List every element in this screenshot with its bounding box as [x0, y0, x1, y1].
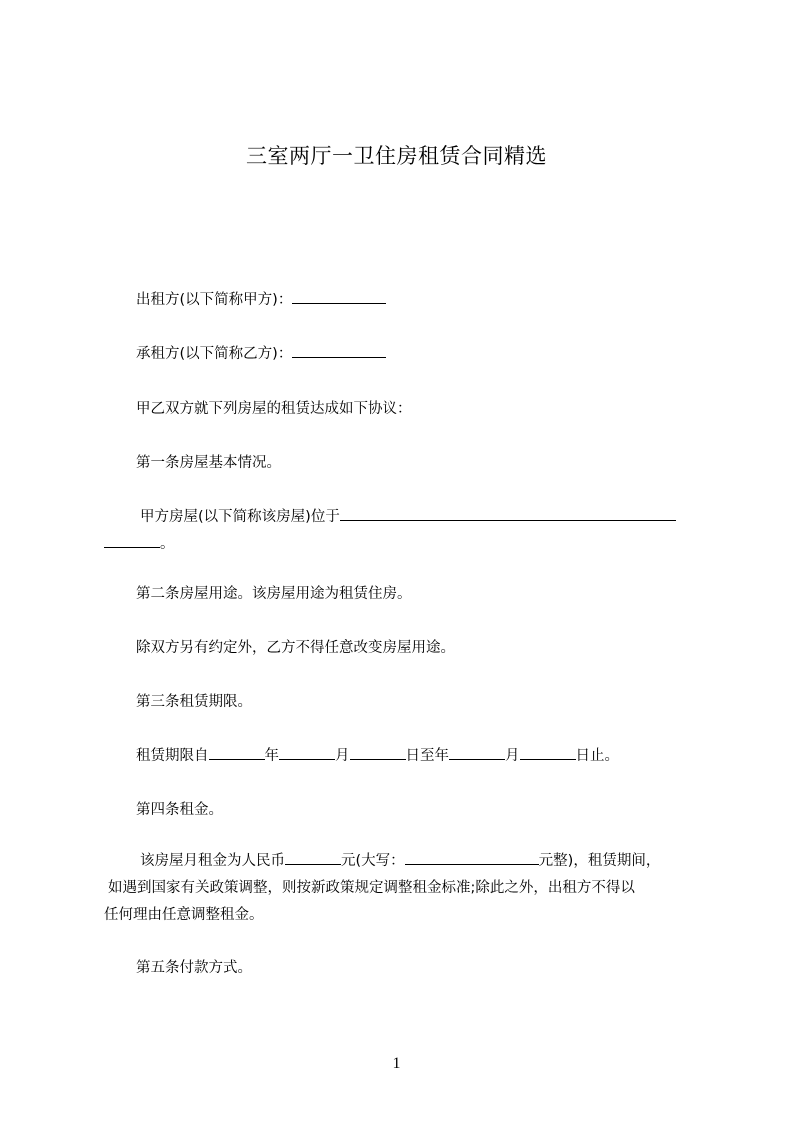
article-5-title: 第五条付款方式。: [136, 960, 252, 976]
end-day-blank: [520, 743, 576, 760]
lessor-label: 出租方(以下简称甲方)：: [136, 292, 293, 308]
rent-uppercase-label: 元(大写：: [341, 853, 405, 869]
start-day-blank: [350, 743, 406, 760]
rent-uppercase-blank: [405, 848, 539, 865]
article-1-text-cont: [104, 530, 175, 558]
article-2-text: 除双方另有约定外，乙方不得任意改变房屋用途。: [136, 640, 455, 656]
year-label: 年: [264, 748, 279, 764]
intro-paragraph: 甲乙双方就下列房屋的租赁达成如下协议：: [136, 401, 412, 417]
article-4-line-3: 任何理由任意调整租金。: [104, 907, 264, 923]
month-label-2: 月: [505, 748, 520, 764]
lessor-blank: [292, 287, 386, 304]
lessee-line: [136, 340, 386, 368]
article-1-title: 第一条房屋基本情况。: [136, 455, 281, 471]
day-to-year-label: 日至年: [405, 748, 449, 764]
page-number: 1: [392, 1055, 401, 1072]
lessee-blank: [292, 341, 386, 358]
article-3-title: 第三条租赁期限。: [136, 694, 252, 710]
rent-amount-label: 该房屋月租金为人民币: [140, 853, 285, 869]
article-4-title: 第四条租金。: [136, 802, 223, 818]
month-label: 月: [335, 748, 350, 764]
article-1-location-blank-cont: [104, 531, 160, 548]
article-4-line-1: [140, 847, 660, 875]
lease-term-prefix: 租赁期限自: [136, 748, 209, 764]
rent-amount-blank: [285, 848, 341, 865]
end-month-blank: [449, 743, 505, 760]
article-3-text: [136, 742, 619, 770]
lessor-line: [136, 286, 386, 314]
start-month-blank: [279, 743, 335, 760]
article-1-text: [140, 503, 676, 531]
document-title: 三室两厅一卫住房租赁合同精选: [246, 144, 547, 168]
article-1-location-blank: [340, 504, 676, 521]
article-4-line-2: 如遇到国家有关政策调整，则按新政策规定调整租金标准;除此之外，出租方不得以: [108, 880, 635, 896]
lease-term-end: 日止。: [575, 748, 619, 764]
article-1-location-label: 甲方房屋(以下简称该房屋)位于: [140, 509, 340, 525]
article-2-title: 第二条房屋用途。该房屋用途为租赁住房。: [136, 586, 412, 602]
article-1-end: 。: [160, 536, 175, 552]
start-year-blank: [209, 743, 265, 760]
lessee-label: 承租方(以下简称乙方)：: [136, 346, 293, 362]
rent-uppercase-end: 元整)，租赁期间，: [538, 853, 661, 869]
